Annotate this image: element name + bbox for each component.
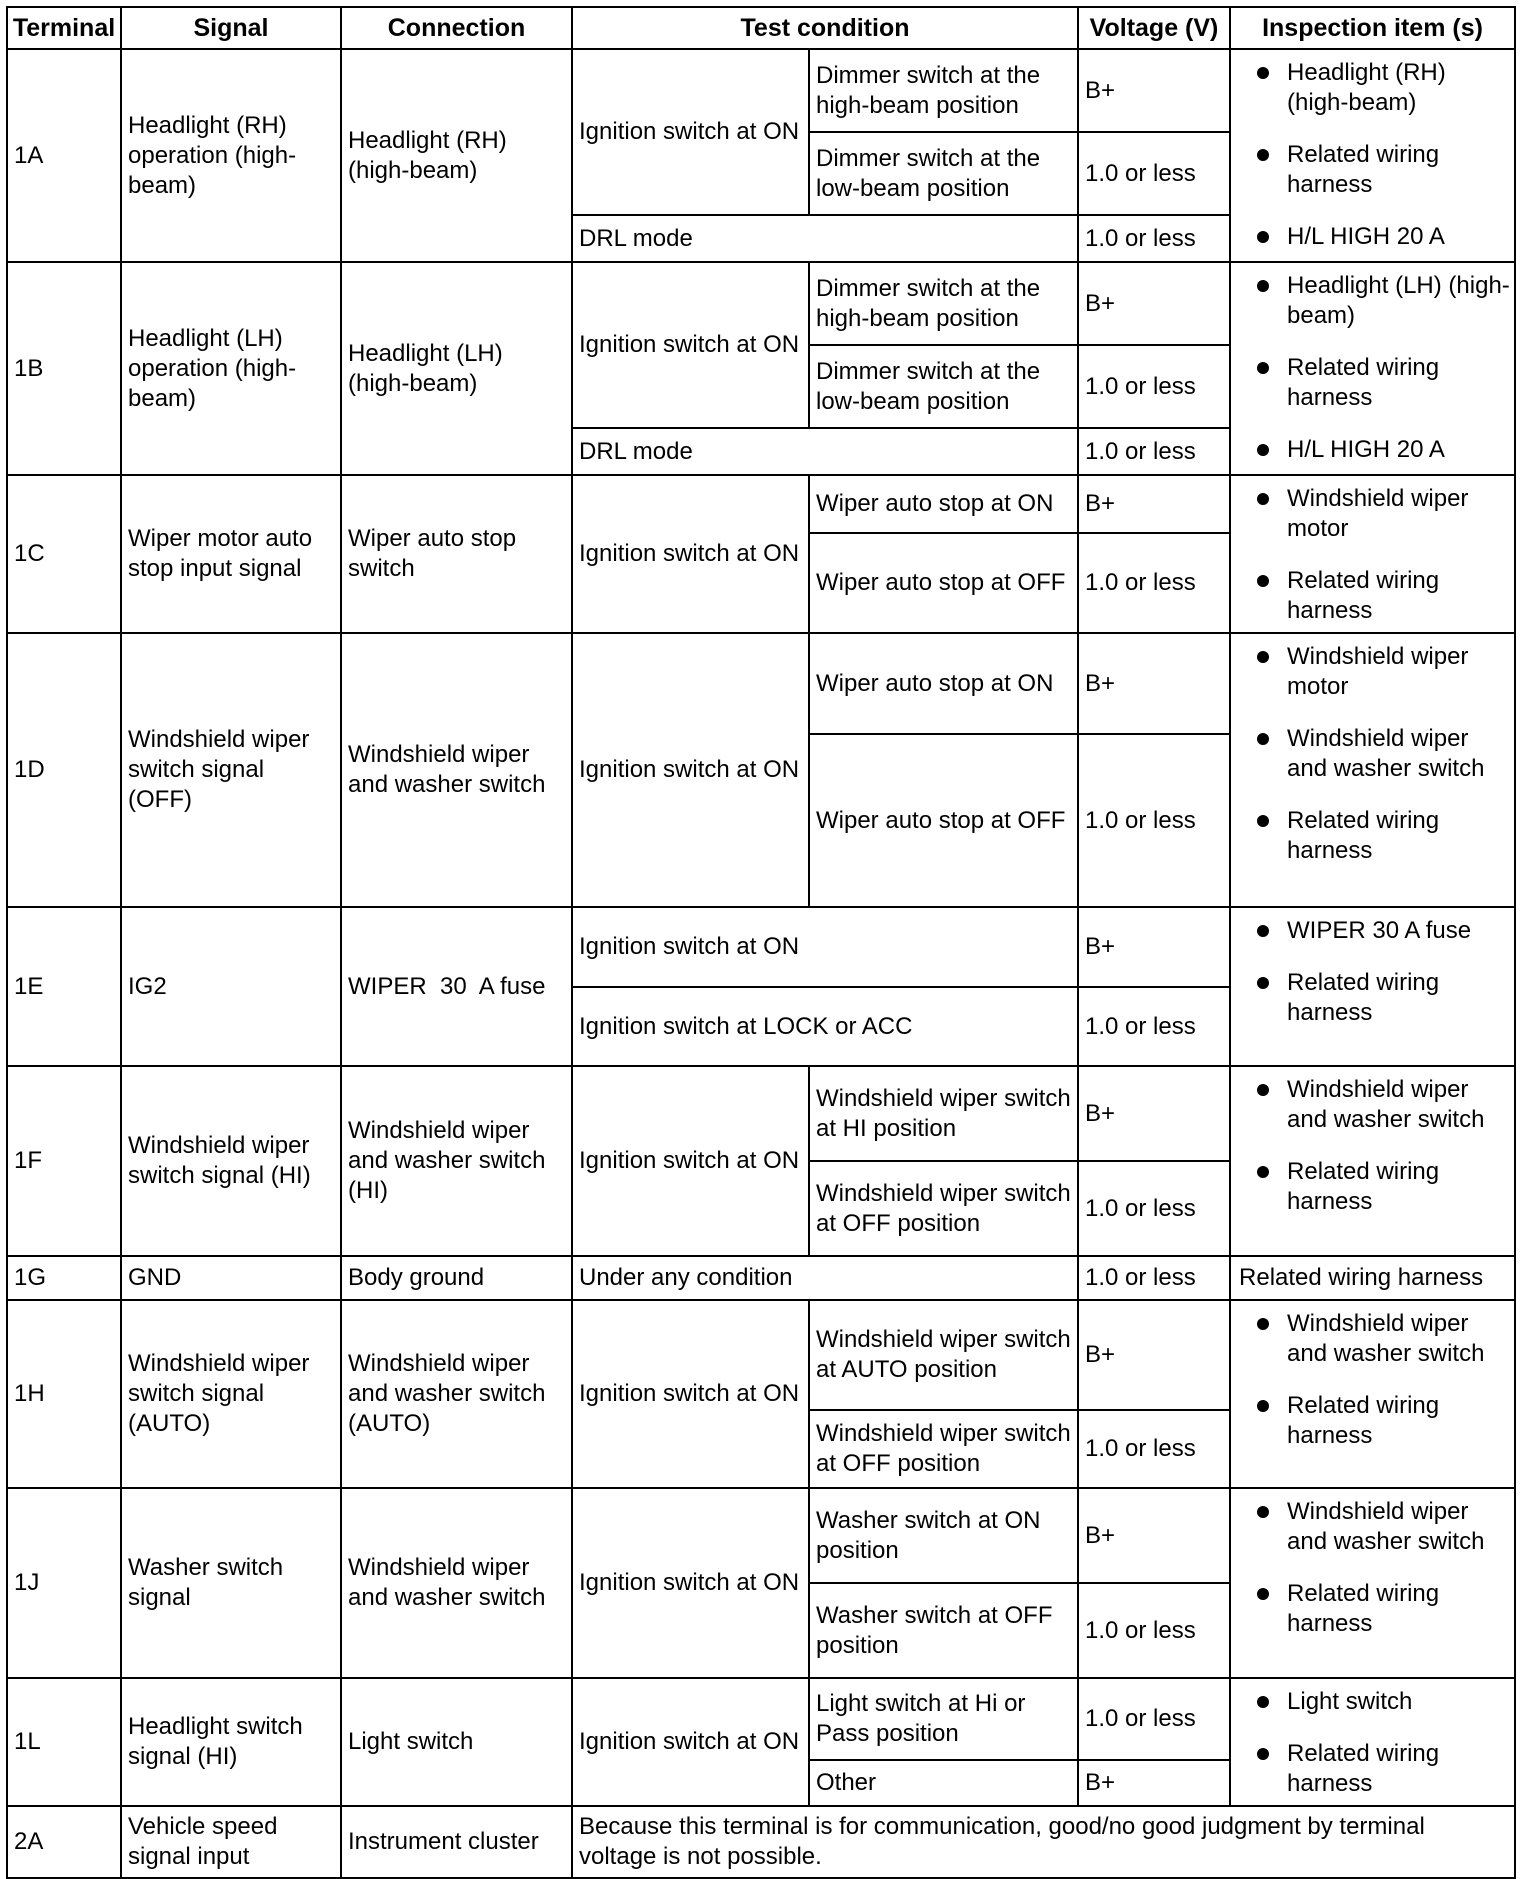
inspection-cell — [1230, 49, 1515, 262]
inspection-item: Windshield wiper and washer switch — [1287, 725, 1485, 782]
terminal-inspection-table — [6, 6, 1516, 1879]
bullet-icon — [1257, 1400, 1269, 1412]
sub-condition-cell: Dimmer switch at the low-beam position — [809, 345, 1078, 428]
voltage-cell: B+ — [1078, 1760, 1230, 1806]
test-condition-cell: Ignition switch at LOCK or ACC — [572, 987, 1078, 1066]
inspection-cell — [1230, 1066, 1515, 1256]
voltage-cell: 1.0 or less — [1078, 345, 1230, 428]
terminal-cell: 1B — [7, 262, 121, 475]
inspection-cell — [1230, 1488, 1515, 1678]
inspection-item: Related wiring harness — [1287, 567, 1440, 624]
voltage-cell: B+ — [1078, 49, 1230, 132]
header-terminal: Terminal — [7, 7, 121, 49]
inspection-item: Related wiring harness — [1287, 354, 1440, 411]
list-item — [1239, 1739, 1510, 1799]
bullet-icon — [1257, 815, 1269, 827]
table-row — [7, 1256, 1515, 1300]
voltage-cell: 1.0 or less — [1078, 1410, 1230, 1488]
terminal-cell: 1C — [7, 475, 121, 633]
signal-cell: Windshield wiper switch signal (OFF) — [121, 633, 341, 907]
signal-cell: GND — [121, 1256, 341, 1300]
terminal-cell: 1E — [7, 907, 121, 1066]
list-item — [1239, 1687, 1510, 1717]
inspection-item: Light switch — [1287, 1688, 1413, 1715]
inspection-cell — [1230, 1300, 1515, 1488]
voltage-cell: 1.0 or less — [1078, 215, 1230, 262]
terminal-cell: 1L — [7, 1678, 121, 1806]
connection-cell: Windshield wiper and washer switch — [341, 633, 572, 907]
list-item — [1239, 484, 1510, 544]
inspection-list — [1239, 58, 1510, 252]
bullet-icon — [1257, 733, 1269, 745]
inspection-cell — [1230, 1678, 1515, 1806]
table-row — [7, 1300, 1515, 1410]
inspection-item: Headlight (RH) (high-beam) — [1287, 59, 1446, 116]
list-item — [1239, 1075, 1510, 1135]
table-row — [7, 907, 1515, 987]
test-condition-cell: Ignition switch at ON — [572, 1488, 809, 1678]
sub-condition-cell: Dimmer switch at the high-beam position — [809, 262, 1078, 345]
connection-cell: Headlight (RH) (high-beam) — [341, 49, 572, 262]
bullet-icon — [1257, 493, 1269, 505]
inspection-list — [1239, 1497, 1510, 1639]
sub-condition-cell: Wiper auto stop at ON — [809, 475, 1078, 533]
connection-cell: Windshield wiper and washer switch (AUTO) — [341, 1300, 572, 1488]
voltage-cell: B+ — [1078, 1300, 1230, 1410]
sub-condition-cell: Wiper auto stop at OFF — [809, 533, 1078, 633]
header-signal: Signal — [121, 7, 341, 49]
sub-condition-cell: Washer switch at OFF position — [809, 1583, 1078, 1678]
voltage-cell: B+ — [1078, 475, 1230, 533]
inspection-item: Related wiring harness — [1287, 1740, 1440, 1797]
connection-cell: Headlight (LH) (high-beam) — [341, 262, 572, 475]
signal-cell: Headlight (RH) operation (high-beam) — [121, 49, 341, 262]
list-item — [1239, 566, 1510, 626]
bullet-icon — [1257, 1506, 1269, 1518]
inspection-list — [1239, 642, 1510, 866]
bullet-icon — [1257, 1588, 1269, 1600]
terminal-cell: 1G — [7, 1256, 121, 1300]
voltage-cell: B+ — [1078, 1488, 1230, 1583]
voltage-cell: 1.0 or less — [1078, 1161, 1230, 1256]
bullet-icon — [1257, 1166, 1269, 1178]
inspection-item: Related wiring harness — [1287, 1158, 1440, 1215]
bullet-icon — [1257, 67, 1269, 79]
table-row — [7, 633, 1515, 734]
inspection-list — [1239, 916, 1510, 1028]
terminal-cell: 1H — [7, 1300, 121, 1488]
inspection-item: H/L HIGH 20 A — [1287, 223, 1445, 250]
terminal-cell: 1D — [7, 633, 121, 907]
test-condition-cell: Under any condition — [572, 1256, 1078, 1300]
inspection-item: Windshield wiper and washer switch — [1287, 1076, 1485, 1133]
signal-cell: Windshield wiper switch signal (HI) — [121, 1066, 341, 1256]
header-connection: Connection — [341, 7, 572, 49]
bullet-icon — [1257, 280, 1269, 292]
bullet-icon — [1257, 1696, 1269, 1708]
list-item — [1239, 58, 1510, 118]
list-item — [1239, 724, 1510, 784]
list-item — [1239, 1309, 1510, 1369]
terminal-cell: 2A — [7, 1806, 121, 1878]
terminal-cell: 1F — [7, 1066, 121, 1256]
inspection-cell — [1230, 633, 1515, 907]
list-item — [1239, 916, 1510, 946]
test-condition-cell: Ignition switch at ON — [572, 907, 1078, 987]
test-condition-cell: Ignition switch at ON — [572, 1678, 809, 1806]
inspection-cell — [1230, 262, 1515, 475]
sub-condition-cell: Wiper auto stop at ON — [809, 633, 1078, 734]
connection-cell: Instrument cluster — [341, 1806, 572, 1878]
connection-cell: Windshield wiper and washer switch — [341, 1488, 572, 1678]
bullet-icon — [1257, 1748, 1269, 1760]
list-item — [1239, 353, 1510, 413]
test-condition-cell: Ignition switch at ON — [572, 49, 809, 215]
voltage-cell: 1.0 or less — [1078, 1678, 1230, 1760]
inspection-item: Windshield wiper motor — [1287, 485, 1469, 542]
inspection-list — [1239, 484, 1510, 626]
inspection-list — [1239, 1075, 1510, 1217]
table-row — [7, 475, 1515, 533]
inspection-item: Windshield wiper motor — [1287, 643, 1469, 700]
note-cell: Because this terminal is for communication, good/no good judgment by terminal voltage is not possible. — [572, 1806, 1515, 1878]
voltage-cell: 1.0 or less — [1078, 1583, 1230, 1678]
sub-condition-cell: Windshield wiper switch at AUTO position — [809, 1300, 1078, 1410]
voltage-cell: 1.0 or less — [1078, 1256, 1230, 1300]
list-item — [1239, 222, 1510, 252]
bullet-icon — [1257, 1318, 1269, 1330]
test-condition-cell: Ignition switch at ON — [572, 1300, 809, 1488]
signal-cell: Washer switch signal — [121, 1488, 341, 1678]
header-voltage: Voltage (V) — [1078, 7, 1230, 49]
header-row — [7, 7, 1515, 49]
test-condition-cell: Ignition switch at ON — [572, 633, 809, 907]
bullet-icon — [1257, 575, 1269, 587]
inspection-list — [1239, 1309, 1510, 1451]
inspection-item: Windshield wiper and washer switch — [1287, 1498, 1485, 1555]
list-item — [1239, 435, 1510, 465]
list-item — [1239, 140, 1510, 200]
inspection-item: Related wiring harness — [1287, 141, 1440, 198]
list-item — [1239, 968, 1510, 1028]
inspection-list — [1239, 271, 1510, 465]
signal-cell: Wiper motor auto stop input signal — [121, 475, 341, 633]
voltage-cell: 1.0 or less — [1078, 428, 1230, 475]
sub-condition-cell: Wiper auto stop at OFF — [809, 734, 1078, 907]
list-item — [1239, 1391, 1510, 1451]
bullet-icon — [1257, 651, 1269, 663]
table-row — [7, 1066, 1515, 1161]
bullet-icon — [1257, 977, 1269, 989]
voltage-cell: 1.0 or less — [1078, 734, 1230, 907]
connection-cell: Windshield wiper and washer switch (HI) — [341, 1066, 572, 1256]
inspection-item: WIPER 30 A fuse — [1287, 917, 1472, 944]
connection-cell: Body ground — [341, 1256, 572, 1300]
signal-cell: Headlight (LH) operation (high-beam) — [121, 262, 341, 475]
bullet-icon — [1257, 149, 1269, 161]
terminal-cell: 1A — [7, 49, 121, 262]
voltage-cell: 1.0 or less — [1078, 987, 1230, 1066]
connection-cell: WIPER 30 A fuse — [341, 907, 572, 1066]
inspection-item: Related wiring harness — [1287, 1392, 1440, 1449]
connection-cell: Light switch — [341, 1678, 572, 1806]
list-item — [1239, 271, 1510, 331]
voltage-cell: B+ — [1078, 907, 1230, 987]
sub-condition-cell: Windshield wiper switch at OFF position — [809, 1161, 1078, 1256]
list-item — [1239, 1157, 1510, 1217]
voltage-cell: 1.0 or less — [1078, 132, 1230, 215]
test-condition-cell: DRL mode — [572, 215, 1078, 262]
test-condition-cell: Ignition switch at ON — [572, 475, 809, 633]
inspection-item: Related wiring harness — [1287, 807, 1440, 864]
voltage-cell: B+ — [1078, 1066, 1230, 1161]
inspection-item: Related wiring harness — [1287, 1580, 1440, 1637]
signal-cell: Windshield wiper switch signal (AUTO) — [121, 1300, 341, 1488]
inspection-cell: Related wiring harness — [1230, 1256, 1515, 1300]
sub-condition-cell: Windshield wiper switch at HI position — [809, 1066, 1078, 1161]
inspection-item: Headlight (LH) (high-beam) — [1287, 272, 1510, 329]
terminal-cell: 1J — [7, 1488, 121, 1678]
list-item — [1239, 806, 1510, 866]
sub-condition-cell: Dimmer switch at the low-beam position — [809, 132, 1078, 215]
sub-condition-cell: Light switch at Hi or Pass position — [809, 1678, 1078, 1760]
header-inspection: Inspection item (s) — [1230, 7, 1515, 49]
bullet-icon — [1257, 1084, 1269, 1096]
test-condition-cell: Ignition switch at ON — [572, 262, 809, 428]
signal-cell: IG2 — [121, 907, 341, 1066]
list-item — [1239, 642, 1510, 702]
table-row — [7, 1488, 1515, 1583]
signal-cell: Vehicle speed signal input — [121, 1806, 341, 1878]
sub-condition-cell: Washer switch at ON position — [809, 1488, 1078, 1583]
header-test-condition: Test condition — [572, 7, 1078, 49]
test-condition-cell: DRL mode — [572, 428, 1078, 475]
connection-cell: Wiper auto stop switch — [341, 475, 572, 633]
list-item — [1239, 1497, 1510, 1557]
bullet-icon — [1257, 444, 1269, 456]
list-item — [1239, 1579, 1510, 1639]
signal-cell: Headlight switch signal (HI) — [121, 1678, 341, 1806]
inspection-cell — [1230, 907, 1515, 1066]
inspection-cell — [1230, 475, 1515, 633]
inspection-item: Windshield wiper and washer switch — [1287, 1310, 1485, 1367]
bullet-icon — [1257, 362, 1269, 374]
sub-condition-cell: Other — [809, 1760, 1078, 1806]
test-condition-cell: Ignition switch at ON — [572, 1066, 809, 1256]
inspection-list — [1239, 1687, 1510, 1799]
table-row — [7, 49, 1515, 132]
bullet-icon — [1257, 925, 1269, 937]
table-row — [7, 1806, 1515, 1878]
table-row — [7, 262, 1515, 345]
sub-condition-cell: Dimmer switch at the high-beam position — [809, 49, 1078, 132]
voltage-cell: B+ — [1078, 262, 1230, 345]
bullet-icon — [1257, 231, 1269, 243]
sub-condition-cell: Windshield wiper switch at OFF position — [809, 1410, 1078, 1488]
table-row — [7, 1678, 1515, 1760]
voltage-cell: 1.0 or less — [1078, 533, 1230, 633]
inspection-item: Related wiring harness — [1287, 969, 1440, 1026]
inspection-item: H/L HIGH 20 A — [1287, 436, 1445, 463]
voltage-cell: B+ — [1078, 633, 1230, 734]
